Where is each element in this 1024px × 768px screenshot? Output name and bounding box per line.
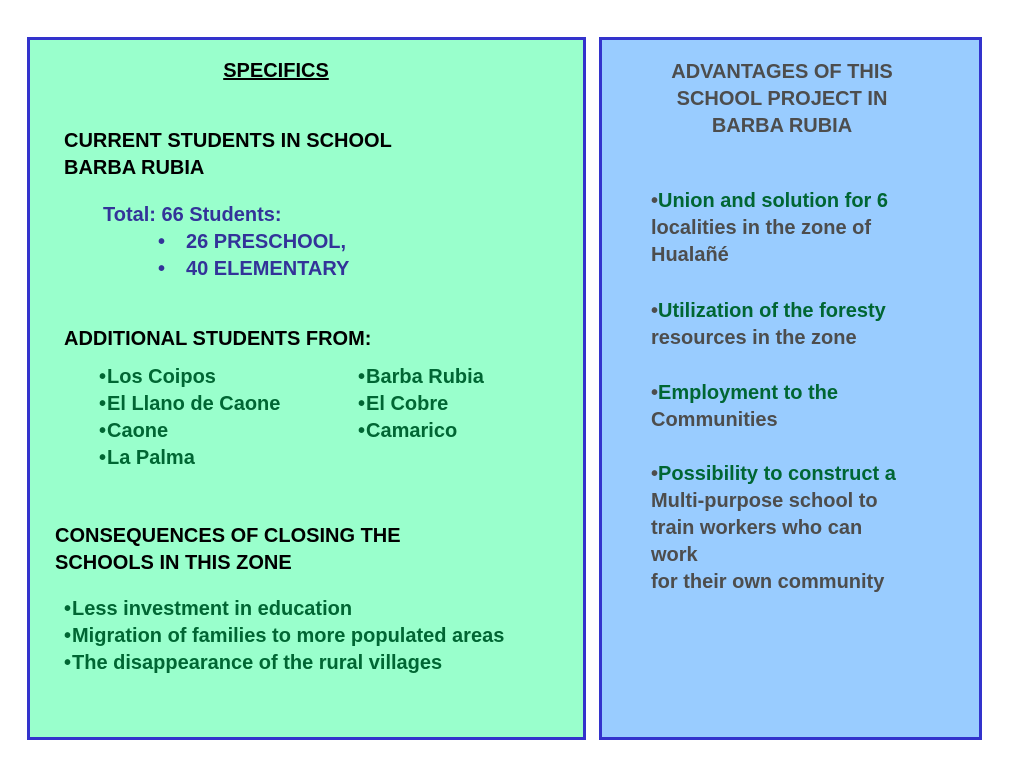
list-item: •Barba Rubia <box>358 366 484 388</box>
bullet-icon: • <box>358 420 366 442</box>
advantage-line: localities in the zone of <box>651 217 872 239</box>
bullet-icon: • <box>651 300 659 322</box>
bullet-icon: • <box>99 393 107 415</box>
current-students-heading-line2: BARBA RUBIA <box>64 157 205 179</box>
advantage-item-employment <box>651 380 838 434</box>
students-breakdown <box>158 229 349 283</box>
bullet-icon: • <box>99 447 107 469</box>
advantage-line: resources in the zone <box>651 327 857 349</box>
advantage-lead: Utilization of the foresty <box>658 300 886 322</box>
bullet-icon: • <box>158 258 166 280</box>
specifics-title: SPECIFICS <box>223 60 329 82</box>
advantage-line: train workers who can <box>651 517 863 539</box>
bullet-icon: • <box>64 598 72 620</box>
bullet-icon: • <box>99 420 107 442</box>
advantage-line: Hualañé <box>651 244 729 266</box>
list-item: •Less investment in education <box>64 598 353 620</box>
list-item: •Caone <box>99 420 169 442</box>
bullet-icon: • <box>358 393 366 415</box>
advantage-lead: Employment to the <box>658 382 839 404</box>
list-item: •The disappearance of the rural villages <box>64 652 443 674</box>
list-item-elementary: • 40 ELEMENTARY <box>158 256 349 283</box>
advantages-title-line1: ADVANTAGES OF THIS <box>671 61 893 83</box>
list-item: •Camarico <box>358 420 458 442</box>
bullet-icon: • <box>651 190 659 212</box>
bullet-icon: • <box>651 463 659 485</box>
advantages-title-line2: SCHOOL PROJECT IN <box>676 88 888 110</box>
bullet-icon: • <box>651 382 659 404</box>
advantage-lead: Union and solution for 6 <box>658 190 888 212</box>
consequences-heading-line1: CONSEQUENCES OF CLOSING THE <box>55 525 401 547</box>
advantage-line: Multi-purpose school to <box>651 490 878 512</box>
current-students-heading-line1: CURRENT STUDENTS IN SCHOOL <box>64 130 392 152</box>
students-total: Total: 66 Students: <box>103 204 282 226</box>
bullet-icon: • <box>64 625 72 647</box>
current-students-heading <box>64 128 392 182</box>
advantages-title <box>599 59 965 140</box>
bullet-icon: • <box>64 652 72 674</box>
advantage-line: work <box>651 544 698 566</box>
advantage-item-school <box>651 461 896 596</box>
bullet-icon: • <box>99 366 107 388</box>
advantage-item-union <box>651 188 888 269</box>
additional-students-heading: ADDITIONAL STUDENTS FROM: <box>64 328 372 350</box>
list-item: •Los Coipos <box>99 366 216 388</box>
localities-list-col1 <box>99 364 280 472</box>
list-item: •El Cobre <box>358 393 449 415</box>
advantage-line: Communities <box>651 409 778 431</box>
advantage-item-forestry <box>651 298 886 352</box>
list-item: •El Llano de Caone <box>99 393 281 415</box>
advantages-title-line3: BARBA RUBIA <box>711 115 853 137</box>
bullet-icon: • <box>158 231 166 253</box>
consequences-heading <box>55 523 401 577</box>
list-item: •Migration of families to more populated areas <box>64 625 505 647</box>
bullet-icon: • <box>358 366 366 388</box>
list-item: •La Palma <box>99 447 195 469</box>
advantage-line: for their own community <box>651 571 885 593</box>
list-item-preschool: • 26 PRESCHOOL, <box>158 229 349 256</box>
localities-list-col2 <box>358 364 484 445</box>
consequences-heading-line2: SCHOOLS IN THIS ZONE <box>55 552 292 574</box>
advantage-lead: Possibility to construct a <box>658 463 896 485</box>
consequences-list <box>64 596 504 677</box>
